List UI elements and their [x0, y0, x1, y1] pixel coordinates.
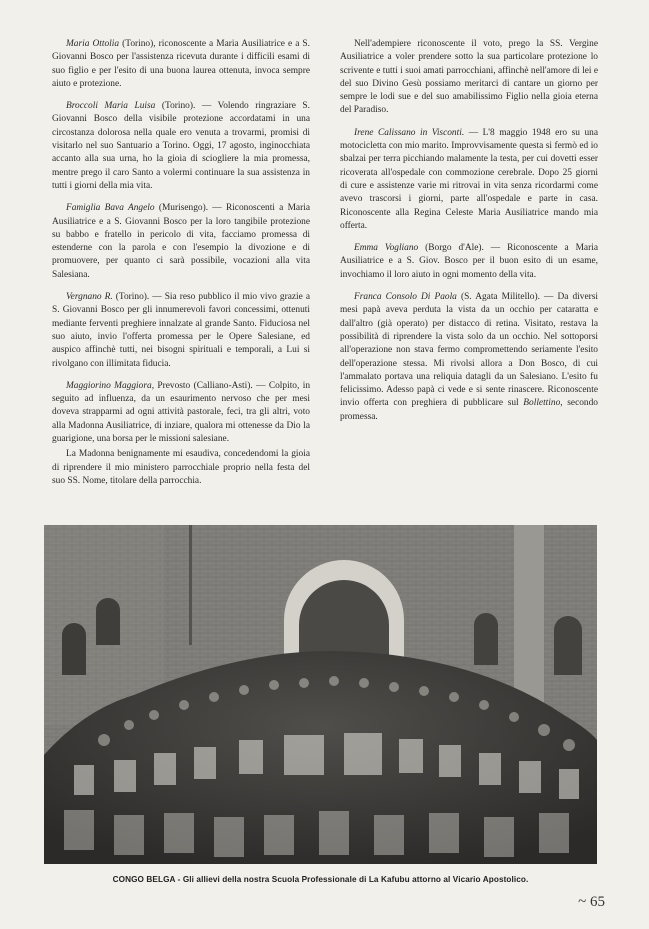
photo-caption: CONGO BELGA - Gli allievi della nostra Scuola Professionale di La Kafubu attorno al Vicario Apostolico.	[112, 875, 529, 884]
testimony-name: Vergnano R.	[66, 292, 113, 303]
testimony-name: Maggiorino Maggiora	[66, 380, 152, 391]
testimony-text: — L'8 maggio 1948 ero su una motocicletta con mio marito. Improvvisamente questa si fermò ed io sbalzai per terra picchiando malamente la testa, per cui dovetti esser ricoverata all'ospedale con commozione cerebrale. Dopo 25 giorni di cure e assistenze varie mi ritrovai in vita senza ricordarmi come avevo trascorsi i giorni, parte all'ospedale e parte in casa. Riconoscente alla Regina Celeste Maria Ausiliatrice mando mia offerta.	[340, 127, 598, 231]
page-number: ~ 65	[578, 894, 605, 910]
testimony-paragraph	[340, 242, 598, 282]
testimony-text: (Torino). — Sia reso pubblico il mio vivo grazie a S. Giovanni Bosco per gli innumerevoli favori concessimi, ottenuti mediante ferventi preghiere innalzate al grande Santo. Fiduciosa nel suo aiuto, invio l'offerta promessa per le Opere Salesiane, ed auspico affinchè tutti, nei bisogni spirituali e temporali, a Lui si rivolgano con illimitata fiducia.	[52, 292, 311, 369]
testimony-name: Irene Calissano in Visconti.	[354, 127, 465, 138]
testimony-paragraph	[52, 38, 310, 91]
testimony-text: (Torino), riconoscente a Maria Ausiliatrice e a S. Giovanni Bosco per l'assistenza ricevuta durante i difficili esami di suo figlio e per l'esito di una buona laurea ottenuta, invoca sempre aiuto e protezione.	[52, 39, 310, 89]
group-photo	[44, 525, 597, 864]
bollettino-title: Bollettino	[523, 398, 561, 409]
group-photo-icon	[44, 525, 597, 864]
testimony-text: (S. Agata Militello). — Da diversi mesi papà aveva perduta la vista da un occhio per cataratta e dall'altro (già operato) per distacco di retina. Visitato, restava la possibilità di riprendere la vista solo da un occhio. Nel sottoporsi all'operazione non stava fermo compromettendo seriamente l'esito dell'operazione stessa. Mi rivolsi allora a Don Bosco, di cui l'ammalato portava una reliquia datagli da un Salesiano. L'esito fu felicissimo. Adesso papà ci vede e si sente rinascere. Riconoscente invio offerta con preghiera di pubblicare sul	[340, 292, 599, 409]
testimony-name: Broccoli Maria Luisa	[66, 101, 156, 112]
testimony-text: Nell'adempiere riconoscente il voto, prego la SS. Vergine Ausiliatrice a voler prendere sotto la sua particolare protezione lo scrivente e tutti i suoi amati parrocchiani, affinchè nell'amore di lei e del suo Divino Gesù possiamo meritarci di cantare un giorno per sempre le lodi sue e del suo amabilissimo Figlio nella gioia eterna del Paradiso.	[340, 39, 598, 116]
testimony-text: (Borgo d'Ale). — Riconoscente a Maria Ausiliatrice e a S. Giov. Bosco per il buon esito di un esame, invochiamo il loro aiuto in ogni momento della vita.	[340, 243, 598, 280]
testimony-text-tail: , secondo promessa.	[340, 398, 598, 422]
testimony-paragraph	[52, 100, 310, 193]
testimony-paragraph	[52, 380, 310, 446]
testimony-name: Emma Vogliano	[354, 243, 419, 254]
testimony-name: Famiglia Bava Angelo	[66, 203, 155, 214]
testimony-paragraph	[340, 291, 598, 424]
testimony-paragraph	[52, 202, 310, 282]
testimony-text: La Madonna benignamente mi esaudiva, concedendomi la gioia di riprendere il mio ministero parrocchiale proprio nella festa del suo SS. Nome, titolare della parrocchia.	[52, 449, 310, 486]
left-column	[52, 38, 310, 497]
testimony-paragraph	[340, 127, 598, 233]
testimony-name: Maria Ottolia	[66, 39, 120, 49]
right-column	[340, 38, 598, 433]
testimony-text: , Prevosto (Calliano-Asti). — Colpito, in seguito ad influenza, da un esaurimento nervoso che per mesi doveva strapparmi ad ogni attività pastorale, feci, tra gli altri, voto alla Madonna Ausiliatrice, di inziare, qualora mi ottenesse da Dio la guarigione, una borsa per le missioni salesiane.	[52, 380, 311, 445]
testimony-paragraph	[52, 291, 310, 371]
testimony-name: Franca Consolo Di Paola	[354, 292, 457, 303]
testimony-text: (Murisengo). — Riconoscenti a Maria Ausiliatrice e a S. Giovanni Bosco per la loro tangibile protezione su babbo e fratello in pericolo di vita, facciamo promessa di estenderne con la parola e con l'esempio la divozione e di promuovere, per quanto ci sarà possibile, vocazioni alla vita Salesiana.	[52, 203, 310, 280]
testimony-paragraph	[52, 448, 310, 488]
testimony-text: (Torino). — Volendo ringraziare S. Giovanni Bosco della visibile protezione accordatami in una circostanza dolorosa nella quale ero venuta a trovarmi, promisi di visitarlo nel suo Santuario a Torino. Oggi, 17 agosto, inginocchiata accanto alla sua urna, ho la gioia di sciogliere la mia promessa, mentre prego il caro Santo a volermi continuare la sua assistenza in tutti i giorni della mia vita.	[52, 101, 310, 191]
testimony-paragraph	[340, 38, 598, 118]
